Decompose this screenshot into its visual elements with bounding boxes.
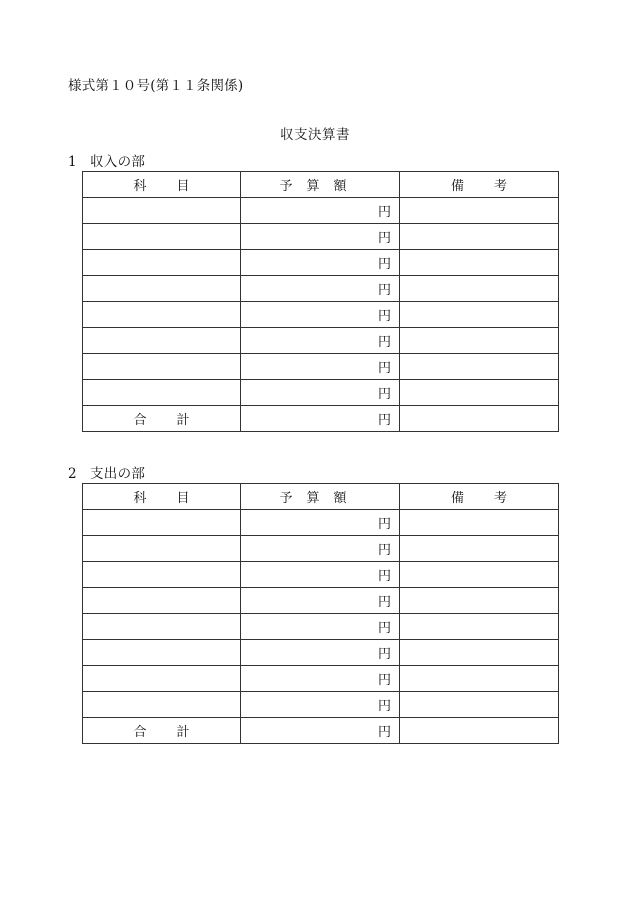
amount-cell[interactable]: 円 — [241, 276, 400, 302]
table-row — [83, 666, 559, 692]
total-label: 合計 — [83, 406, 241, 432]
amount-cell[interactable]: 円 — [241, 328, 400, 354]
item-cell[interactable] — [83, 666, 241, 692]
table-row — [83, 250, 559, 276]
form-number: 様式第１０号(第１１条関係) — [68, 78, 244, 94]
header-budget: 予算額 — [241, 172, 400, 198]
table-row — [83, 510, 559, 536]
table-row — [83, 302, 559, 328]
note-cell[interactable] — [400, 328, 559, 354]
item-cell[interactable] — [83, 510, 241, 536]
amount-cell[interactable]: 円 — [241, 666, 400, 692]
total-label: 合計 — [83, 718, 241, 744]
note-cell[interactable] — [400, 302, 559, 328]
table-row — [83, 276, 559, 302]
amount-cell[interactable]: 円 — [241, 224, 400, 250]
table-header-row — [83, 484, 559, 510]
header-item: 科目 — [83, 484, 241, 510]
header-budget: 予算額 — [241, 484, 400, 510]
item-cell[interactable] — [83, 562, 241, 588]
table-row — [83, 198, 559, 224]
amount-cell[interactable]: 円 — [241, 302, 400, 328]
amount-cell[interactable]: 円 — [241, 198, 400, 224]
table-row — [83, 224, 559, 250]
header-item: 科目 — [83, 172, 241, 198]
table-row — [83, 354, 559, 380]
note-cell[interactable] — [400, 250, 559, 276]
amount-cell[interactable]: 円 — [241, 354, 400, 380]
item-cell[interactable] — [83, 536, 241, 562]
item-cell[interactable] — [83, 692, 241, 718]
table-row — [83, 562, 559, 588]
item-cell[interactable] — [83, 354, 241, 380]
note-cell[interactable] — [400, 562, 559, 588]
note-cell[interactable] — [400, 614, 559, 640]
note-cell[interactable] — [400, 276, 559, 302]
section-number: 1 — [68, 154, 77, 170]
total-amount-cell[interactable]: 円 — [241, 406, 400, 432]
table-row — [83, 536, 559, 562]
item-cell[interactable] — [83, 640, 241, 666]
section-title: 収入の部 — [90, 154, 146, 170]
item-cell[interactable] — [83, 588, 241, 614]
total-row — [83, 406, 559, 432]
amount-cell[interactable]: 円 — [241, 588, 400, 614]
note-cell[interactable] — [400, 510, 559, 536]
amount-cell[interactable]: 円 — [241, 614, 400, 640]
amount-cell[interactable]: 円 — [241, 380, 400, 406]
amount-cell[interactable]: 円 — [241, 692, 400, 718]
item-cell[interactable] — [83, 380, 241, 406]
total-row — [83, 718, 559, 744]
amount-cell[interactable]: 円 — [241, 640, 400, 666]
header-note: 備考 — [400, 484, 559, 510]
header-note: 備考 — [400, 172, 559, 198]
table-row — [83, 614, 559, 640]
document-title: 収支決算書 — [280, 127, 350, 143]
note-cell[interactable] — [400, 640, 559, 666]
note-cell[interactable] — [400, 224, 559, 250]
item-cell[interactable] — [83, 328, 241, 354]
total-note-cell[interactable] — [400, 718, 559, 744]
note-cell[interactable] — [400, 198, 559, 224]
note-cell[interactable] — [400, 354, 559, 380]
section-number: 2 — [68, 466, 77, 482]
total-amount-cell[interactable]: 円 — [241, 718, 400, 744]
item-cell[interactable] — [83, 198, 241, 224]
total-note-cell[interactable] — [400, 406, 559, 432]
amount-cell[interactable]: 円 — [241, 510, 400, 536]
note-cell[interactable] — [400, 692, 559, 718]
table-row — [83, 692, 559, 718]
note-cell[interactable] — [400, 536, 559, 562]
income-table — [82, 171, 559, 432]
item-cell[interactable] — [83, 302, 241, 328]
expense-table — [82, 483, 559, 744]
item-cell[interactable] — [83, 250, 241, 276]
item-cell[interactable] — [83, 276, 241, 302]
table-row — [83, 328, 559, 354]
table-row — [83, 640, 559, 666]
table-row — [83, 380, 559, 406]
amount-cell[interactable]: 円 — [241, 250, 400, 276]
section-heading-income — [68, 150, 145, 170]
section-heading-expense — [68, 462, 145, 482]
table-header-row — [83, 172, 559, 198]
item-cell[interactable] — [83, 224, 241, 250]
section-title: 支出の部 — [90, 466, 146, 482]
amount-cell[interactable]: 円 — [241, 562, 400, 588]
table-row — [83, 588, 559, 614]
note-cell[interactable] — [400, 588, 559, 614]
amount-cell[interactable]: 円 — [241, 536, 400, 562]
note-cell[interactable] — [400, 666, 559, 692]
item-cell[interactable] — [83, 614, 241, 640]
note-cell[interactable] — [400, 380, 559, 406]
